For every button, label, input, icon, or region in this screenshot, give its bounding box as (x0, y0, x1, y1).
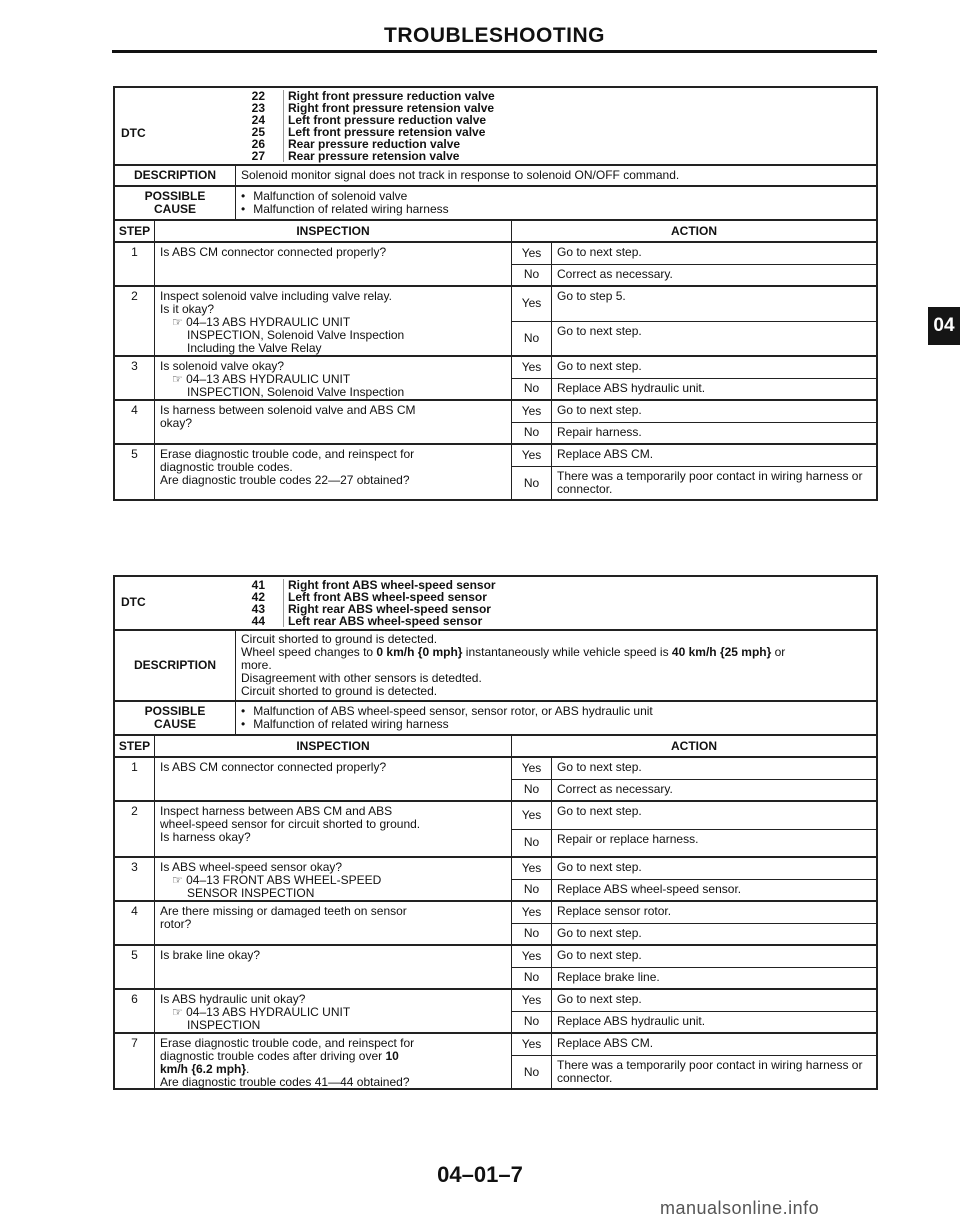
action-line: connector. (557, 482, 613, 496)
inspection-line: diagnostic trouble codes. (160, 460, 293, 474)
inspection-text (155, 858, 512, 900)
outcome-row (512, 357, 876, 378)
outcome-group (512, 287, 876, 355)
step-number: 6 (115, 990, 155, 1032)
outcome-row (512, 946, 876, 967)
action-line: Repair harness. (557, 424, 642, 439)
answer-cell: Yes (512, 758, 552, 779)
description-row (115, 629, 876, 700)
dtc-code: 24 (251, 113, 265, 127)
answer-cell: Yes (512, 858, 552, 879)
inspection-line: Inspect solenoid valve including valve relay. (160, 289, 392, 303)
dtc-code-row (115, 138, 876, 150)
action-line: There was a temporarily poor contact in wiring harness or (557, 469, 863, 483)
inspection-text (155, 802, 512, 856)
dtc-name: Right front pressure reduction valve (283, 90, 876, 102)
dtc-code: 27 (251, 149, 265, 163)
outcome-row (512, 967, 876, 989)
action-cell (552, 758, 876, 779)
header-rule (112, 50, 877, 53)
dtc-name: Rear pressure retension valve (283, 150, 876, 162)
inspection-text (155, 902, 512, 944)
action-line: Replace sensor rotor. (557, 904, 672, 918)
inspection-line: Is ABS CM connector connected properly? (160, 760, 387, 774)
outcome-group (512, 758, 876, 800)
dtc-code: 23 (251, 101, 265, 115)
action-cell (552, 780, 876, 801)
inspection-line: ☞ 04–13 ABS HYDRAULIC UNIT (160, 316, 506, 329)
outcome-row (512, 1055, 876, 1088)
action-cell (552, 946, 876, 967)
action-line: connector. (557, 1071, 613, 1085)
answer-cell: Yes (512, 357, 552, 378)
possible-cause-label-1: POSSIBLE (144, 189, 206, 203)
inspection-line: Are there missing or damaged teeth on sensor (160, 904, 407, 918)
description-text (236, 166, 876, 185)
step-number: 5 (115, 445, 155, 499)
outcome-row (512, 287, 876, 321)
inspection-line: Is ABS wheel-speed sensor okay? (160, 860, 343, 874)
action-cell (552, 445, 876, 466)
page-header-title: TROUBLESHOOTING (384, 24, 605, 47)
possible-cause-row (115, 700, 876, 734)
cause-item: • Malfunction of related wiring harness (241, 718, 871, 731)
action-header: ACTION (671, 224, 717, 238)
outcome-row (512, 923, 876, 945)
answer-cell: Yes (512, 802, 552, 829)
action-line: Replace ABS hydraulic unit. (557, 380, 706, 395)
action-cell (552, 287, 876, 321)
inspection-line: okay? (160, 416, 193, 430)
answer-cell: No (512, 880, 552, 901)
inspection-line: Is harness between solenoid valve and ABS CM (160, 403, 416, 417)
outcome-row (512, 321, 876, 356)
dtc-name: Left front pressure reduction valve (283, 114, 876, 126)
dtc-code-row (115, 114, 876, 126)
outcome-row (512, 758, 876, 779)
step-number: 7 (115, 1034, 155, 1088)
action-line: Go to step 5. (557, 289, 626, 303)
dtc-name: Right front ABS wheel-speed sensor (283, 579, 876, 591)
step-number: 1 (115, 758, 155, 800)
dtc-code-row (115, 579, 876, 591)
possible-cause-list (236, 702, 876, 734)
dtc-code: 26 (251, 137, 265, 151)
action-cell (552, 379, 876, 400)
outcome-group (512, 946, 876, 988)
description-text (236, 631, 876, 700)
action-line: Go to next step. (557, 860, 642, 874)
step-row (115, 756, 876, 800)
dtc-block (115, 577, 876, 629)
action-cell (552, 423, 876, 444)
answer-cell: No (512, 265, 552, 286)
action-line: Go to next step. (557, 245, 642, 259)
dtc-name: Left rear ABS wheel-speed sensor (283, 615, 876, 627)
step-number: 3 (115, 858, 155, 900)
outcome-group (512, 858, 876, 900)
action-line: Correct as necessary. (557, 781, 673, 796)
dtc-name: Left front ABS wheel-speed sensor (283, 591, 876, 603)
action-cell (552, 902, 876, 923)
answer-cell: No (512, 968, 552, 989)
inspection-line: Erase diagnostic trouble code, and reinspect for (160, 447, 415, 461)
outcome-group (512, 445, 876, 499)
inspection-text (155, 990, 512, 1032)
dtc-name: Right rear ABS wheel-speed sensor (283, 603, 876, 615)
action-line: Replace ABS wheel-speed sensor. (557, 881, 742, 896)
action-cell (552, 968, 876, 989)
inspection-line: ☞ 04–13 ABS HYDRAULIC UNIT (160, 1006, 506, 1019)
inspection-line: diagnostic trouble codes after driving over 10 (160, 1049, 399, 1063)
step-row (115, 988, 876, 1032)
inspection-text (155, 243, 512, 285)
inspection-text (155, 445, 512, 499)
dtc-code-list (115, 579, 876, 627)
answer-cell: Yes (512, 445, 552, 466)
action-line: Go to next step. (557, 925, 642, 940)
description-line: Circuit shorted to ground is detected. (241, 632, 438, 646)
action-line: Go to next step. (557, 992, 642, 1006)
outcome-group (512, 802, 876, 856)
dtc-code: 22 (251, 89, 265, 103)
possible-cause-label-2: CAUSE (153, 717, 196, 731)
answer-cell: No (512, 322, 552, 356)
inspection-line: km/h {6.2 mph}. (160, 1062, 250, 1076)
inspection-line: ☞ 04–13 FRONT ABS WHEEL-SPEED (160, 874, 506, 887)
outcome-row (512, 829, 876, 857)
action-cell (552, 467, 876, 499)
outcome-row (512, 990, 876, 1011)
outcome-row (512, 422, 876, 444)
answer-cell: Yes (512, 287, 552, 321)
answer-cell: Yes (512, 946, 552, 967)
action-line: Go to next step. (557, 804, 642, 818)
action-cell (552, 830, 876, 857)
step-header: STEP (115, 221, 155, 241)
action-cell (552, 1056, 876, 1088)
action-cell (552, 265, 876, 286)
description-label: DESCRIPTION (115, 631, 236, 700)
inspection-line: Is it okay? (160, 302, 215, 316)
step-row (115, 285, 876, 355)
action-cell (552, 401, 876, 422)
step-number: 2 (115, 287, 155, 355)
outcome-row (512, 802, 876, 829)
footer-watermark: manualsonline.info (660, 1198, 820, 1218)
action-line: Replace ABS hydraulic unit. (557, 1013, 706, 1028)
step-row (115, 1032, 876, 1088)
description-line: Disagreement with other sensors is detedted. (241, 671, 482, 685)
possible-cause-list (236, 187, 876, 219)
inspection-line: Are diagnostic trouble codes 41—44 obtained? (160, 1075, 410, 1089)
action-cell (552, 990, 876, 1011)
inspection-text (155, 946, 512, 988)
action-line: Repair or replace harness. (557, 831, 699, 846)
possible-cause-label-1: POSSIBLE (144, 704, 206, 718)
answer-cell: Yes (512, 401, 552, 422)
inspection-line: Including the Valve Relay (187, 341, 322, 355)
action-line: Replace ABS CM. (557, 1036, 654, 1050)
outcome-row (512, 1011, 876, 1033)
step-number: 2 (115, 802, 155, 856)
outcome-row (512, 264, 876, 286)
outcome-group (512, 902, 876, 944)
answer-cell: No (512, 423, 552, 444)
dtc-code-row (115, 591, 876, 603)
step-row (115, 241, 876, 285)
inspection-line: ☞ 04–13 ABS HYDRAULIC UNIT (160, 373, 506, 386)
dtc-name: Right front pressure retension valve (283, 102, 876, 114)
dtc-code: 42 (251, 590, 265, 604)
inspection-text (155, 357, 512, 399)
action-cell (552, 357, 876, 378)
answer-cell: No (512, 780, 552, 801)
step-row (115, 355, 876, 399)
inspection-line: Inspect harness between ABS CM and ABS (160, 804, 393, 818)
dtc-label: DTC (121, 595, 146, 609)
action-line: Correct as necessary. (557, 266, 673, 281)
dtc-code-row (115, 150, 876, 162)
dtc-code-list (115, 90, 876, 162)
inspection-text (155, 758, 512, 800)
inspection-line: Are diagnostic trouble codes 22—27 obtained? (160, 473, 410, 487)
dtc-code: 44 (251, 614, 265, 628)
step-number: 3 (115, 357, 155, 399)
action-cell (552, 322, 876, 356)
action-cell (552, 924, 876, 945)
action-line: Go to next step. (557, 359, 642, 373)
description-line: Circuit shorted to ground is detected. (241, 684, 438, 698)
dtc-name: Rear pressure reduction valve (283, 138, 876, 150)
inspection-line: Is brake line okay? (160, 948, 261, 962)
possible-cause-label (115, 187, 236, 219)
answer-cell: No (512, 1012, 552, 1033)
cause-item: • Malfunction of related wiring harness (241, 203, 871, 216)
inspection-line: Is harness okay? (160, 830, 251, 844)
answer-cell: Yes (512, 990, 552, 1011)
action-cell (552, 858, 876, 879)
outcome-row (512, 445, 876, 466)
action-cell (552, 243, 876, 264)
outcome-row (512, 879, 876, 901)
step-row (115, 944, 876, 988)
dtc-code-row (115, 90, 876, 102)
dtc-code-row (115, 102, 876, 114)
description-line: Wheel speed changes to 0 km/h {0 mph} instantaneously while vehicle speed is 40 km/h {25 mph} or (241, 645, 786, 659)
outcome-row (512, 1034, 876, 1055)
answer-cell: Yes (512, 902, 552, 923)
step-row (115, 399, 876, 443)
dtc-table-wheel-speed (113, 575, 878, 1090)
inspection-line: Erase diagnostic trouble code, and reinspect for (160, 1036, 415, 1050)
inspection-line: wheel-speed sensor for circuit shorted to ground. (160, 817, 421, 831)
page-number: 04–01–7 (437, 1162, 523, 1187)
action-line: There was a temporarily poor contact in wiring harness or (557, 1058, 863, 1072)
outcome-group (512, 357, 876, 399)
answer-cell: No (512, 1056, 552, 1088)
outcome-row (512, 401, 876, 422)
inspection-line: SENSOR INSPECTION (187, 886, 315, 900)
possible-cause-label-2: CAUSE (153, 202, 196, 216)
inspection-line: INSPECTION, Solenoid Valve Inspection (187, 385, 405, 399)
inspection-line: INSPECTION, Solenoid Valve Inspection (187, 328, 405, 342)
answer-cell: No (512, 379, 552, 400)
action-cell (552, 1012, 876, 1033)
description-label: DESCRIPTION (115, 166, 236, 185)
dtc-table-solenoid (113, 86, 878, 501)
action-cell (552, 802, 876, 829)
action-line: Replace brake line. (557, 969, 660, 984)
description-row (115, 164, 876, 185)
description-line: Solenoid monitor signal does not track in response to solenoid ON/OFF command. (241, 168, 680, 182)
inspection-line: INSPECTION (187, 1018, 261, 1032)
dtc-code-row (115, 126, 876, 138)
cause-item: • Malfunction of solenoid valve (241, 190, 871, 203)
possible-cause-label (115, 702, 236, 734)
action-header: ACTION (671, 739, 717, 753)
outcome-row (512, 858, 876, 879)
outcome-row (512, 378, 876, 400)
answer-cell: No (512, 830, 552, 857)
step-row (115, 856, 876, 900)
action-line: Go to next step. (557, 403, 642, 417)
description-line: more. (241, 658, 272, 672)
outcome-group (512, 1034, 876, 1088)
answer-cell: No (512, 924, 552, 945)
action-cell (552, 1034, 876, 1055)
dtc-code: 43 (251, 602, 265, 616)
action-line: Go to next step. (557, 948, 642, 962)
dtc-block (115, 88, 876, 164)
inspection-line: Is ABS hydraulic unit okay? (160, 992, 306, 1006)
dtc-code: 25 (251, 125, 265, 139)
outcome-group (512, 990, 876, 1032)
action-line: Go to next step. (557, 760, 642, 774)
outcome-row (512, 779, 876, 801)
outcome-row (512, 243, 876, 264)
action-cell (552, 880, 876, 901)
step-row (115, 443, 876, 499)
dtc-label: DTC (121, 126, 146, 140)
action-line: Replace ABS CM. (557, 447, 654, 461)
section-tab: 04 (928, 307, 960, 345)
outcome-row (512, 902, 876, 923)
step-number: 5 (115, 946, 155, 988)
inspection-text (155, 287, 512, 355)
step-table-header (115, 219, 876, 241)
inspection-line: rotor? (160, 917, 192, 931)
inspection-line: Is ABS CM connector connected properly? (160, 245, 387, 259)
answer-cell: Yes (512, 1034, 552, 1055)
step-header: STEP (115, 736, 155, 756)
inspection-header: INSPECTION (155, 221, 512, 241)
inspection-header: INSPECTION (155, 736, 512, 756)
inspection-text (155, 401, 512, 443)
possible-cause-row (115, 185, 876, 219)
outcome-group (512, 243, 876, 285)
step-table-header (115, 734, 876, 756)
answer-cell: No (512, 467, 552, 499)
outcome-group (512, 401, 876, 443)
answer-cell: Yes (512, 243, 552, 264)
inspection-text (155, 1034, 512, 1088)
action-line: Go to next step. (557, 323, 642, 338)
step-number: 4 (115, 401, 155, 443)
dtc-code-row (115, 615, 876, 627)
dtc-code-row (115, 603, 876, 615)
step-number: 1 (115, 243, 155, 285)
dtc-code: 41 (251, 578, 265, 592)
inspection-line: Is solenoid valve okay? (160, 359, 285, 373)
outcome-row (512, 466, 876, 499)
step-row (115, 800, 876, 856)
step-number: 4 (115, 902, 155, 944)
step-row (115, 900, 876, 944)
cause-item: • Malfunction of ABS wheel-speed sensor, sensor rotor, or ABS hydraulic unit (241, 705, 871, 718)
dtc-name: Left front pressure retension valve (283, 126, 876, 138)
